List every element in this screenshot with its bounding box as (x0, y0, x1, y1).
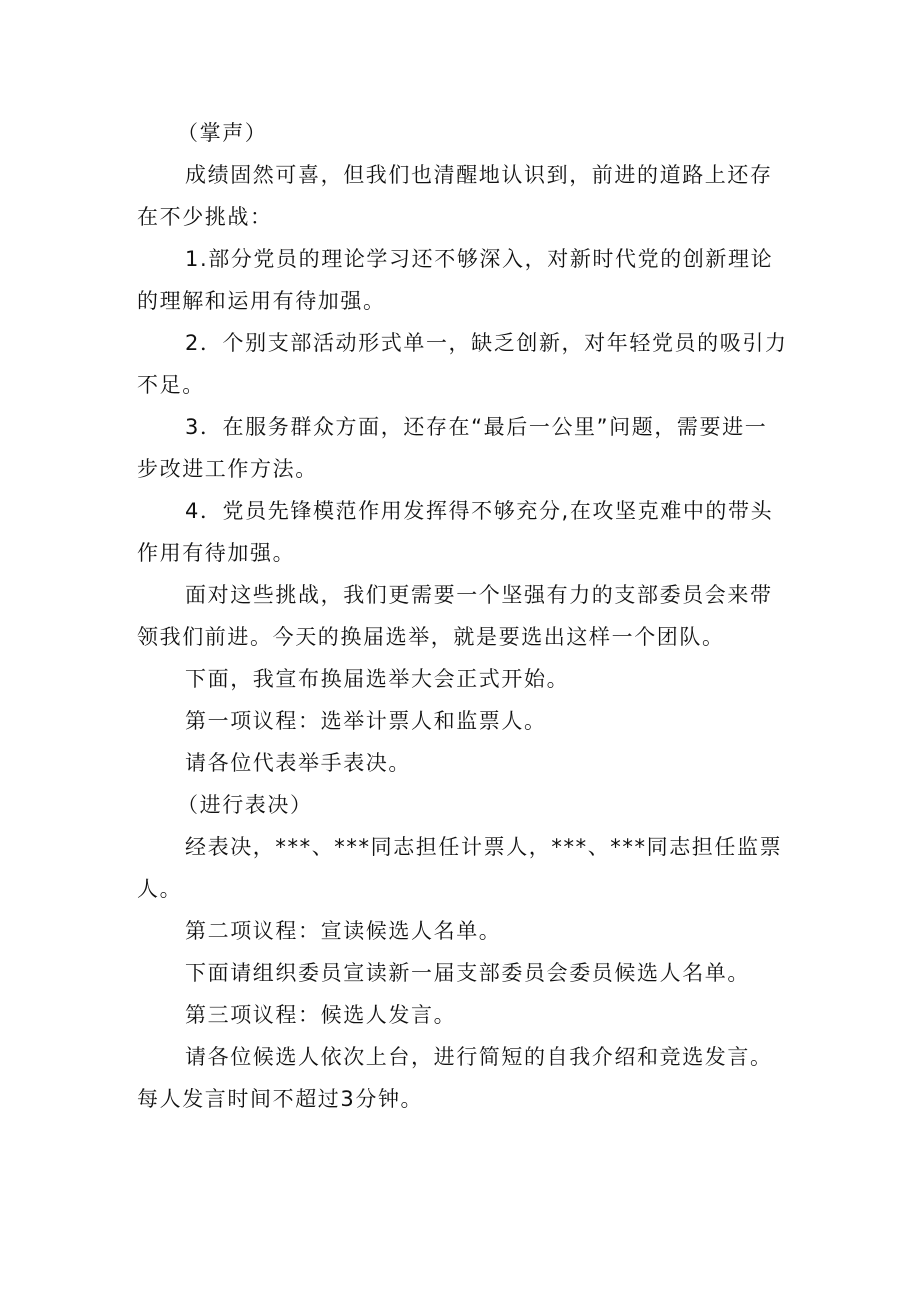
challenge-item-2: 2．个别支部活动形式单一，缺乏创新，对年轻党员的吸引力不足。 (137, 331, 788, 397)
paragraph-challenges-intro: 成绩固然可喜，但我们也清醒地认识到，前进的道路上还存在不少挑战： (137, 163, 773, 229)
paragraph-candidate-list: 下面请组织委员宣读新一届支部委员会委员候选人名单。 (185, 961, 750, 985)
stage-direction-voting: （进行表决） (177, 793, 313, 817)
paragraph-meeting-start: 下面，我宣布换届选举大会正式开始。 (185, 667, 570, 691)
challenge-item-1: 1.部分党员的理论学习还不够深入，对新时代党的创新理论的理解和运用有待加强。 (137, 247, 774, 313)
paragraph-vote-result: 经表决，***、***同志担任计票人，***、***同志担任监票人。 (137, 835, 783, 901)
agenda-item-2: 第二项议程：宣读候选人名单。 (185, 919, 502, 943)
paragraph-election-purpose: 面对这些挑战，我们更需要一个坚强有力的支部委员会来带领我们前进。今天的换届选举，就是要选出这样一个团队。 (137, 583, 773, 649)
agenda-item-1: 第一项议程：选举计票人和监票人。 (185, 709, 547, 733)
agenda-item-3: 第三项议程：候选人发言。 (185, 1003, 457, 1027)
paragraph-vote-request: 请各位代表举手表决。 (185, 751, 411, 775)
paragraph-candidate-speech: 请各位候选人依次上台，进行简短的自我介绍和竞选发言。每人发言时间不超过3分钟。 (137, 1045, 773, 1111)
challenge-item-4: 4．党员先锋模范作用发挥得不够充分,在攻坚克难中的带头作用有待加强。 (137, 499, 774, 565)
stage-direction-applause: （掌声） (177, 121, 268, 145)
challenge-item-3: 3．在服务群众方面，还存在“最后一公里”问题，需要进一步改进工作方法。 (137, 415, 768, 481)
document-body (137, 112, 789, 1120)
